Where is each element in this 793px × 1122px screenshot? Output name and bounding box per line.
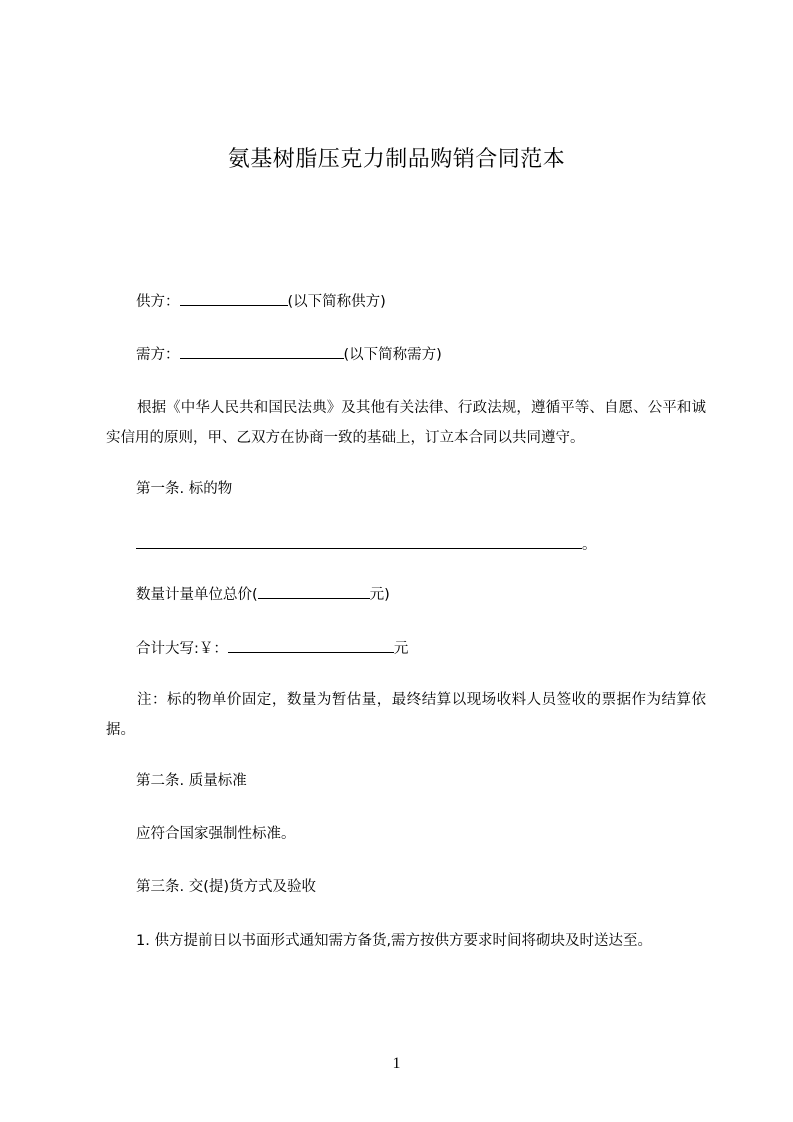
subject-line-end: 。 (582, 537, 597, 553)
buyer-suffix: (以下简称需方) (343, 347, 442, 363)
article3-heading: 第三条. 交(提)货方式及验收 (136, 879, 317, 895)
quantity-label: 数量计量单位总价( (136, 587, 258, 603)
quantity-blank (258, 583, 370, 599)
subject-blank (136, 533, 582, 549)
total-blank (228, 637, 394, 653)
quantity-suffix: 元) (369, 587, 390, 603)
buyer-blank (180, 343, 344, 359)
supplier-line (136, 290, 386, 313)
supplier-blank (180, 290, 288, 306)
total-label: 合计大写:￥： (136, 641, 228, 657)
note-paragraph: 注：标的物单价固定，数量为暂估量，最终结算以现场收料人员签收的票据作为结算依据。 (106, 692, 706, 738)
quantity-line (136, 583, 390, 606)
buyer-line (136, 343, 442, 366)
buyer-label: 需方： (136, 347, 180, 363)
page-number: 1 (392, 1055, 401, 1072)
supplier-label: 供方： (136, 294, 180, 310)
preamble-paragraph: 根据《中华人民共和国民法典》及其他有关法律、行政法规，遵循平等、自愿、公平和诚实信用的原则，甲、乙双方在协商一致的基础上，订立本合同以共同遵守。 (106, 400, 706, 446)
article2-content: 应符合国家强制性标准。 (136, 826, 296, 842)
total-suffix: 元 (393, 641, 409, 657)
article3-item1: 1. 供方提前日以书面形式通知需方备货,需方按供方要求时间将砌块及时送达至。 (136, 933, 653, 949)
article1-heading: 第一条. 标的物 (136, 481, 233, 497)
article2-heading: 第二条. 质量标准 (136, 773, 247, 789)
article1-subject-line (136, 533, 597, 556)
supplier-suffix: (以下简称供方) (287, 294, 386, 310)
total-line (136, 637, 408, 660)
document-title: 氨基树脂压克力制品购销合同范本 (227, 147, 566, 172)
